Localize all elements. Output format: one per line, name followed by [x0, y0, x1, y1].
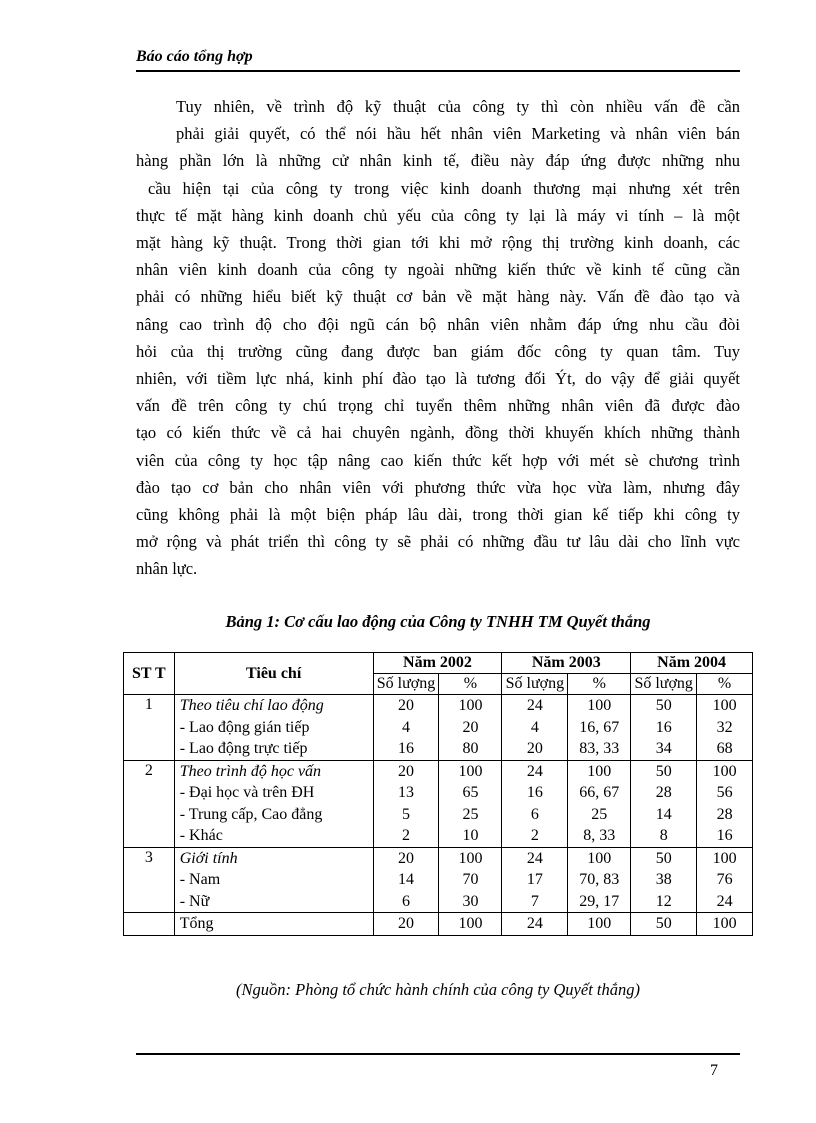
body-line: đào tạo cơ bản cho nhân viên với phương thức vừa học vừa làm, nhưng đây [136, 477, 740, 497]
criteria-label: - Lao động gián tiếp [179, 718, 310, 736]
table-cell-criteria [174, 760, 373, 847]
body-line: vấn đề trên công ty chú trọng chỉ tuyển thêm những nhân viên đã được đào [136, 396, 740, 416]
cell-value: 17 [526, 871, 543, 888]
cell-value: 24 [716, 892, 733, 910]
cell-value: 5 [402, 805, 411, 823]
cell-value: 6 [402, 892, 411, 910]
cell-value: 29, 17 [579, 892, 620, 910]
criteria-label: - Khác [179, 827, 223, 844]
table-cell [568, 695, 631, 761]
cell-value: 100 [587, 697, 612, 714]
cell-value: 20 [526, 740, 543, 757]
cell-value: 50 [655, 762, 672, 780]
cell-value: 24 [526, 849, 543, 867]
cell-value: 20 [398, 697, 415, 714]
body-line: cũng không phải là một biện pháp lâu dài, trong thời gian kế tiếp khi công ty [136, 505, 740, 525]
cell-value: 6 [530, 805, 539, 823]
body-line: hỏi của thị trường cũng đang được ban giám đốc công ty quan tâm. Tuy [136, 341, 740, 361]
cell-value: 14 [655, 805, 672, 823]
cell-value: 2 [530, 827, 539, 844]
col-header-quantity: Số lượng [631, 674, 697, 695]
table-cell-label: Tổng [174, 913, 373, 936]
table-cell [373, 847, 439, 913]
body-line: mặt hàng kỹ thuật. Trong thời gian tới khi mở rộng thị trường kinh doanh, các [136, 233, 740, 253]
body-line: tạo có kiến thức về cả hai chuyên ngành, đồng thời khuyến khích những thành [136, 423, 740, 443]
cell-value: 25 [591, 805, 608, 823]
table-cell-criteria [174, 847, 373, 913]
footer-divider [136, 1053, 740, 1055]
col-header-stt: ST T [124, 653, 175, 695]
col-header-year: Năm 2003 [502, 653, 631, 674]
body-line: cầu hiện tại của công ty trong việc kinh doanh thương mại nhưng xét trên [148, 178, 740, 198]
table-cell [439, 760, 502, 847]
cell-value: 70, 83 [579, 871, 620, 888]
table-caption: Bảng 1: Cơ cấu lao động của Công ty TNHH TM Quyết thắng [225, 612, 651, 631]
header-divider [136, 70, 740, 72]
cell-value: 50 [655, 697, 672, 714]
table-cell: 100 [697, 913, 753, 936]
cell-value: 2 [402, 827, 411, 844]
table-row-group [124, 695, 753, 761]
cell-value: 16, 67 [579, 718, 620, 736]
cell-value: 66, 67 [579, 784, 620, 801]
cell-value: 30 [462, 892, 479, 910]
body-line: hàng phần lớn là những cử nhân kinh tế, điều này đáp ứng được những nhu [136, 151, 740, 171]
table-cell [439, 695, 502, 761]
criteria-label: - Lao động trực tiếp [179, 740, 308, 757]
cell-value: 32 [716, 718, 733, 736]
criteria-label: Theo trình độ học vấn [179, 762, 322, 780]
table-cell [697, 760, 753, 847]
col-header-year: Năm 2004 [631, 653, 753, 674]
cell-value: 28 [655, 784, 672, 801]
table-cell: 24 [502, 913, 568, 936]
table-cell [124, 913, 175, 936]
cell-value: 100 [712, 849, 737, 867]
cell-value: 100 [458, 849, 483, 867]
labor-structure-table [123, 652, 753, 936]
table-cell-stt: 2 [124, 760, 175, 847]
cell-value: 24 [526, 762, 543, 780]
cell-value: 70 [462, 871, 479, 888]
cell-value: 34 [655, 740, 672, 757]
cell-value: 83, 33 [579, 740, 620, 757]
col-header-quantity: Số lượng [373, 674, 439, 695]
col-header-year: Năm 2002 [373, 653, 502, 674]
table-row-total [124, 913, 753, 936]
col-header-criteria: Tiêu chí [174, 653, 373, 695]
table-cell-stt: 1 [124, 695, 175, 761]
col-header-percent: % [568, 674, 631, 695]
cell-value: 16 [716, 827, 733, 844]
table-cell-criteria [174, 695, 373, 761]
cell-value: 38 [655, 871, 672, 888]
cell-value: 4 [402, 718, 411, 736]
cell-value: 100 [458, 697, 483, 714]
table-cell-stt: 3 [124, 847, 175, 913]
table-cell [568, 847, 631, 913]
cell-value: 8 [659, 827, 668, 844]
table-cell [631, 847, 697, 913]
cell-value: 56 [716, 784, 733, 801]
body-line: mở rộng và phát triển thì công ty sẽ phải có những đầu tư lâu dài cho lĩnh vực [136, 532, 740, 552]
criteria-label: Theo tiêu chí lao động [179, 697, 324, 714]
body-line: phải có những hiểu biết kỹ thuật cơ bản về mặt hàng này. Vấn đề đào tạo và [136, 287, 740, 307]
cell-value: 80 [462, 740, 479, 757]
table-row-group [124, 847, 753, 913]
cell-value: 100 [712, 762, 737, 780]
cell-value: 25 [462, 805, 479, 823]
table-cell [697, 695, 753, 761]
cell-value: 16 [398, 740, 415, 757]
cell-value: 7 [530, 892, 539, 910]
table-cell [697, 847, 753, 913]
cell-value: 100 [587, 849, 612, 867]
criteria-label: - Trung cấp, Cao đẳng [179, 805, 323, 823]
cell-value: 100 [712, 697, 737, 714]
body-line: nhân viên kinh doanh của công ty ngoài những kiến thức về kinh tế cũng cần [136, 260, 740, 280]
body-paragraph [136, 93, 740, 583]
header-title: Báo cáo tổng hợp [136, 48, 253, 65]
body-line: nhân lực. [136, 559, 198, 579]
body-line: viên của công ty học tập nâng cao kiến thức kết hợp với mét sè chương trình [136, 450, 740, 470]
body-line: Tuy nhiên, về trình độ kỹ thuật của công ty thì còn nhiều vấn đề cần [176, 97, 740, 116]
cell-value: 12 [655, 892, 672, 910]
cell-value: 100 [587, 762, 612, 780]
table-cell [568, 760, 631, 847]
cell-value: 10 [462, 827, 479, 844]
body-line: nhiên, với tiềm lực nhá, kinh phí đào tạo là tương đối Ýt, do vậy để giải quyết [136, 369, 740, 389]
cell-value: 24 [526, 697, 543, 714]
cell-value: 13 [398, 784, 415, 801]
table-cell [439, 847, 502, 913]
cell-value: 100 [458, 762, 483, 780]
col-header-percent: % [697, 674, 753, 695]
body-line: phải giải quyết, có thể nói hầu hết nhân viên Marketing và nhân viên bán [176, 124, 740, 144]
cell-value: 50 [655, 849, 672, 867]
table-cell [502, 760, 568, 847]
table-cell [631, 695, 697, 761]
table-row-group [124, 760, 753, 847]
table-cell [373, 695, 439, 761]
criteria-label: - Nữ [179, 892, 210, 910]
body-line: nâng cao trình độ cho đội ngũ cán bộ nhân viên nhằm đáp ứng nhu cầu đòi [136, 314, 740, 334]
table-cell [631, 760, 697, 847]
table-cell [502, 695, 568, 761]
criteria-label: - Nam [179, 871, 221, 888]
cell-value: 20 [462, 718, 479, 736]
body-line: thực tế mặt hàng kinh doanh chủ yếu của công ty lại là máy vi tính – là một [136, 205, 740, 225]
source-note: (Nguồn: Phòng tổ chức hành chính của công ty Quyết thắng) [236, 980, 640, 999]
criteria-label: - Đại học và trên ĐH [179, 784, 315, 801]
col-header-quantity: Số lượng [502, 674, 568, 695]
cell-value: 16 [526, 784, 543, 801]
page-number: 7 [710, 1062, 718, 1079]
col-header-percent: % [439, 674, 502, 695]
table-cell [373, 760, 439, 847]
cell-value: 20 [398, 762, 415, 780]
table-cell: 100 [568, 913, 631, 936]
cell-value: 65 [462, 784, 479, 801]
cell-value: 68 [716, 740, 733, 757]
table-cell: 100 [439, 913, 502, 936]
table-cell: 50 [631, 913, 697, 936]
criteria-label: Giới tính [179, 849, 238, 867]
cell-value: 14 [398, 871, 415, 888]
table-cell: 20 [373, 913, 439, 936]
cell-value: 76 [716, 871, 733, 888]
cell-value: 28 [716, 805, 733, 823]
cell-value: 16 [655, 718, 672, 736]
table-cell [502, 847, 568, 913]
cell-value: 20 [398, 849, 415, 867]
cell-value: 8, 33 [583, 827, 616, 844]
cell-value: 4 [530, 718, 539, 736]
